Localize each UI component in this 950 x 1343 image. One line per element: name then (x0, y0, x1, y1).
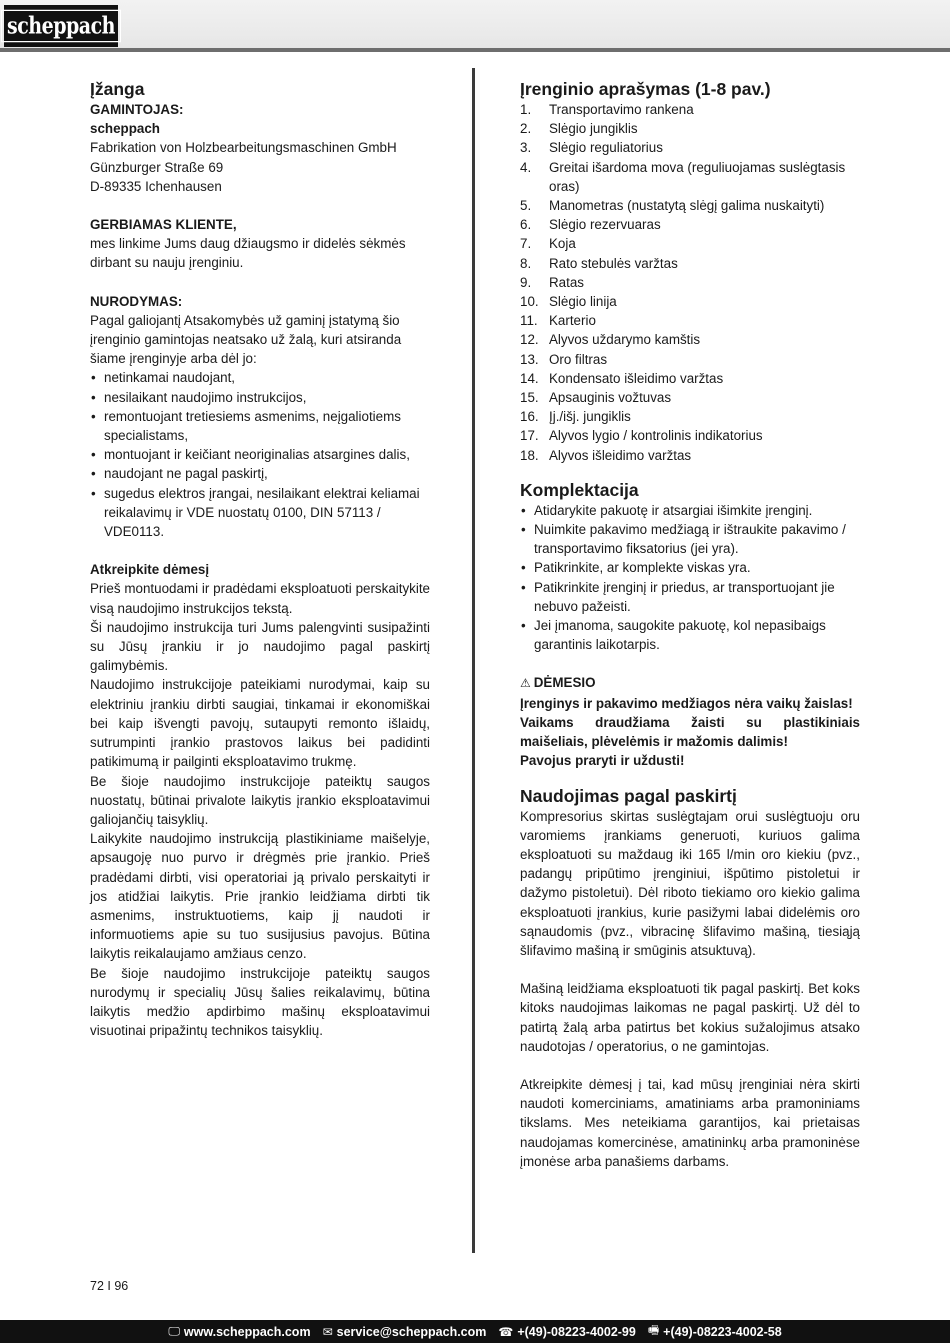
page-header (0, 0, 950, 50)
description-heading: Įrenginio aprašymas (1-8 pav.) (520, 79, 771, 99)
list-item: • Patikrinkite, ar komplekte viskas yra. (520, 558, 860, 577)
manufacturer-label: GAMINTOJAS: (90, 102, 184, 117)
footer-web[interactable]: 🖵 www.scheppach.com (168, 1324, 311, 1339)
list-item: 11. Karterio (520, 313, 596, 329)
attention-paragraph: Ši naudojimo instrukcija turi Jums palengvinti susipažinti su Jūsų įrankiu ir jo naudojimo pagal paskirtį galimybėmis. (90, 619, 430, 674)
use-heading: Naudojimas pagal paskirtį (520, 785, 737, 806)
manufacturer-name: scheppach (90, 121, 160, 137)
warning-label: ⚠ DĖMESIO (520, 675, 596, 691)
scheppach-logo (4, 5, 118, 47)
footer-mail[interactable]: ✉ service@scheppach.com (322, 1324, 487, 1339)
warning-icon: ⚠ (520, 676, 531, 691)
attention-paragraph: Laikykite naudojimo instrukciją plastikiniame maišelyje, apsaugoję nuo purvo ir drėgmės prie įrankio. Prieš pradėdami dirbti, visi operatoriai ją privalo perskaityti ir jos atidžiai laikytis. Prie įrankio leidžiama dirbti tik asmenims, instruktuotiems, kaip jį naudoti ir informuotiems apie su tuo susijusius pavojus. Būtina laikytis reikalaujamo amžiaus cenzo. (90, 831, 430, 962)
attention-paragraph: Prieš montuodami ir pradėdami eksploatuoti perskaitykite visą naudojimo instrukcijos tekstą. (90, 581, 430, 616)
list-item: • montuojant ir keičiant neoriginalias atsargines dalis, (90, 445, 430, 464)
attention-label: Atkreipkite dėmesį (90, 562, 210, 578)
list-item: 16. Įj./išj. jungiklis (520, 409, 631, 425)
attention-paragraph: Be šioje naudojimo instrukcijoje pateiktų saugos nuostatų, būtinai privalote laikytis įrankio eksploatavimui galiojančių taisyklių. (90, 773, 430, 827)
list-item: • nesilaikant naudojimo instrukcijos, (90, 388, 430, 407)
list-item: 3. Slėgio reguliatorius (520, 140, 663, 156)
page-footer (0, 1320, 950, 1343)
warning-line: Įrenginys ir pakavimo medžiagos nėra vaikų žaislas! (520, 695, 853, 711)
attention-paragraph: Be šioje naudojimo instrukcijoje pateiktų saugos nurodymų ir specialių Jūsų šalies reikalavimų, būtina laikytis medžio apdirbimo mašinų eksploatavimui visuotinai pripažintų technikos taisyklių. (90, 965, 430, 1039)
customer-text: mes linkime Jums daug džiaugsmo ir didelės sėkmės dirbant su nauju įrenginiu. (90, 236, 406, 271)
monitor-icon: 🖵 (168, 1324, 180, 1338)
footer-fax: 🖷 +(49)-08223-4002-58 (648, 1321, 782, 1342)
list-item: • netinkamai naudojant, (90, 368, 430, 387)
manufacturer-line: D-89335 Ichenhausen (90, 178, 222, 194)
list-item: 6. Slėgio rezervuaras (520, 217, 661, 233)
list-item: • Patikrinkite įrenginį ir priedus, ar transportuojant jie nebuvo pažeisti. (520, 578, 860, 616)
list-item: 12. Alyvos uždarymo kamštis (520, 332, 701, 348)
mail-icon: ✉ (322, 1324, 333, 1339)
list-item: 10. Slėgio linija (520, 294, 617, 310)
use-paragraph: Mašiną leidžiama eksploatuoti tik pagal paskirtį. Bet koks kitoks naudojimas laikomas ne pagal paskirtį. Už dėl to patirtą žalą arba patirtus bet kokius sužalojimus atsako naudotojas / operatorius, o ne gamintojas. (520, 981, 860, 1054)
list-item: 18. Alyvos išleidimo varžtas (520, 447, 692, 463)
customer-label: GERBIAMAS KLIENTE, (90, 217, 237, 233)
note-label: NURODYMAS: (90, 293, 183, 309)
use-paragraph: Kompresorius skirtas suslėgtajam orui suslėgtuoju oru varomiems įrankiams generuoti, kuriuos galima eksploatuoti su maždaug iki 165 l/min oro kiekiu (pvz., padangų pripūtimo įrenginiui, išpūtimo pistoletui ir dažymo pistoletui). Dėl riboto tiekiamo oro kiekio galima eksploatuoti įrankius, kurie pasižymi labai didelėmis oro sąnaudomis (pvz., vibracinę šlifavimo mašiną, tiesiąją šlifavimo mašiną ir smūginis atsuktuvą). (520, 808, 860, 958)
list-item: • remontuojant tretiesiems asmenims, neįgaliotiems specialistams, (90, 407, 430, 445)
parts-list (520, 100, 860, 465)
footer-phone: ☎ +(49)-08223-4002-99 (498, 1324, 636, 1339)
column-divider (472, 68, 475, 1253)
list-item: 7. Koja (520, 236, 576, 252)
warning-line: Vaikams draudžiama žaisti su plastikiniais maišeliais, plėvelėmis ir mažomis dalimis! (520, 714, 860, 750)
intro-heading: Įžanga (90, 79, 145, 99)
left-column (90, 78, 430, 1040)
list-item: • sugedus elektros įrangai, nesilaikant elektrai keliamai reikalavimų ir VDE nuostatų 0100, DIN 57113 / VDE0113. (90, 484, 430, 542)
list-item: 9. Ratas (520, 274, 584, 290)
list-item: • Jei įmanoma, saugokite pakuotę, kol nepasibaigs garantinis laikotarpis. (520, 616, 860, 654)
list-item: • Atidarykite pakuotę ir atsargiai išimkite įrenginį. (520, 501, 860, 520)
list-item: 15. Apsauginis vožtuvas (520, 390, 672, 406)
use-paragraph: Atkreipkite dėmesį į tai, kad mūsų įrenginiai nėra skirti naudoti komerciniams, amatiniams arba pramoniniams tikslams. Mes neteikiama garantijos, kai prietaisas naudojamas komercinėse, amatininkų arba pramoninėse įmonėse arba panašiems darbams. (520, 1076, 860, 1169)
list-item: 5. Manometras (nustatytą slėgį galima nuskaityti) (520, 198, 825, 214)
right-column (520, 78, 860, 1171)
attention-paragraph: Naudojimo instrukcijoje pateikiami nurodymai, kaip su elektriniu įrankiu dirbti saugiai, tinkamai ir ekonomiškai bei kaip išvengti pavojų, sutaupyti remonto išlaidų, sutrumpinti įrankio prastovos laikus bei padidinti patikimumą ir pailginti eksploatavimo trukmę. (90, 677, 430, 770)
list-item: 13. Oro filtras (520, 351, 608, 367)
manufacturer-line: Günzburger Straße 69 (90, 159, 224, 175)
manufacturer-line: Fabrikation von Holzbearbeitungsmaschinen GmbH (90, 140, 397, 156)
note-text: Pagal galiojantį Atsakomybės už gaminį įstatymą šio įrenginio gamintojas neatsako už žalą, kuri atsiranda šiame įrenginyje arba dėl jo: (90, 312, 402, 367)
scope-list (520, 501, 860, 655)
list-item: 4. Greitai išardoma mova (reguliuojamas suslėgtasis oras) (520, 159, 846, 194)
list-item: 17. Alyvos lygio / kontrolinis indikatorius (520, 428, 763, 444)
list-item: 14. Kondensato išleidimo varžtas (520, 370, 724, 386)
list-item: 1. Transportavimo rankena (520, 102, 694, 117)
header-rule (0, 48, 950, 52)
list-item: • Nuimkite pakavimo medžiagą ir ištraukite pakavimo / transportavimo fiksatorius (jei yra). (520, 520, 860, 558)
logo-text: scheppach (1, 10, 121, 43)
list-item: 8. Rato stebulės varžtas (520, 255, 678, 271)
phone-icon: ☎ (498, 1324, 514, 1339)
list-item: • naudojant ne pagal paskirtį, (90, 464, 430, 483)
list-item: 2. Slėgio jungiklis (520, 121, 638, 137)
note-list (90, 368, 430, 541)
fax-icon: 🖷 (647, 1323, 660, 1337)
scope-heading: Komplektacija (520, 479, 639, 500)
warning-line: Pavojus praryti ir uždusti! (520, 753, 685, 769)
page-number: 72 I 96 (90, 1279, 129, 1293)
